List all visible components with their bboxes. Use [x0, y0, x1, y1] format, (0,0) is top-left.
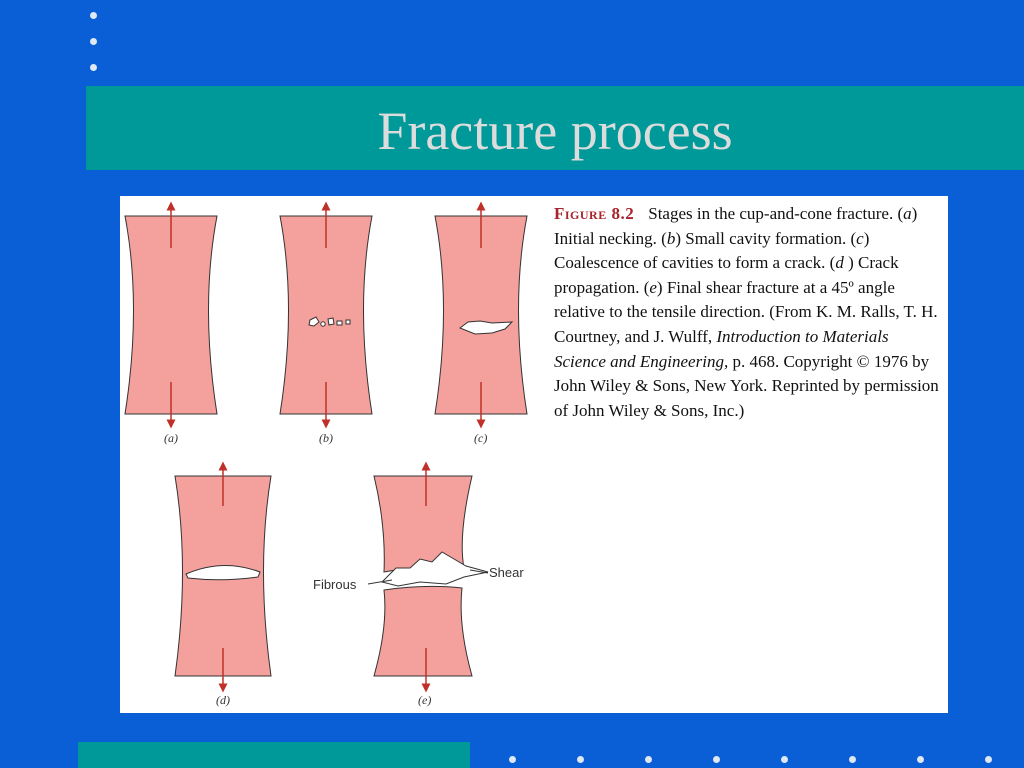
panel-label-a: (a) — [164, 431, 178, 445]
specimen-b — [280, 206, 372, 445]
decor-dot — [90, 12, 97, 19]
decor-dot — [645, 756, 652, 763]
decor-dot — [985, 756, 992, 763]
panel-label-e: (e) — [418, 693, 432, 707]
decor-dot — [849, 756, 856, 763]
panel-label-c: (c) — [474, 431, 488, 445]
decor-dot — [917, 756, 924, 763]
fracture-figure — [120, 196, 948, 713]
figure-caption — [554, 202, 944, 423]
specimen-e — [313, 466, 524, 707]
decor-dot — [509, 756, 516, 763]
caption-ref: e — [649, 277, 657, 297]
footer-band — [78, 742, 470, 768]
caption-text: ) Initial necking. ( — [554, 204, 918, 248]
shear-label: Shear — [489, 565, 524, 580]
caption-ref: c — [856, 228, 864, 248]
specimen-d — [175, 466, 271, 707]
decor-dot — [781, 756, 788, 763]
book-title: Introduction to Materials Science and Engineering, — [554, 326, 889, 371]
caption-text: p. 468. Copyright © 1976 by John Wiley & Sons, New York. Reprinted by permission of John Wiley & Sons, Inc.) — [554, 351, 939, 420]
decor-dot — [713, 756, 720, 763]
caption-text: Stages in the cup-and-cone fracture. ( — [648, 204, 904, 223]
caption-ref: a — [903, 204, 912, 223]
caption-ref: d — [835, 253, 844, 273]
fibrous-label: Fibrous — [313, 577, 357, 592]
panel-label-d: (d) — [216, 693, 230, 707]
caption-text: ) Small cavity formation. ( — [675, 228, 857, 248]
specimen-c — [435, 206, 527, 445]
title-band — [86, 86, 1024, 170]
caption-ref: b — [666, 228, 676, 248]
panel-label-b: (b) — [319, 431, 333, 445]
decor-dot — [577, 756, 584, 763]
caption-text: ) Final shear fracture at a 45º angle relative to the tensile direction. (From K. M. Ralls, T. H. Courtney, and J. Wulff, — [554, 277, 938, 346]
decor-dot — [90, 38, 97, 45]
figure-label: Figure 8.2 — [554, 204, 635, 223]
specimen-a — [125, 206, 217, 445]
decor-dot — [90, 64, 97, 71]
caption-text: ) Crack propagation. ( — [554, 253, 899, 297]
caption-text: ) Coalescence of cavities to form a crack. ( — [554, 228, 870, 273]
slide-title: Fracture process — [377, 101, 733, 161]
